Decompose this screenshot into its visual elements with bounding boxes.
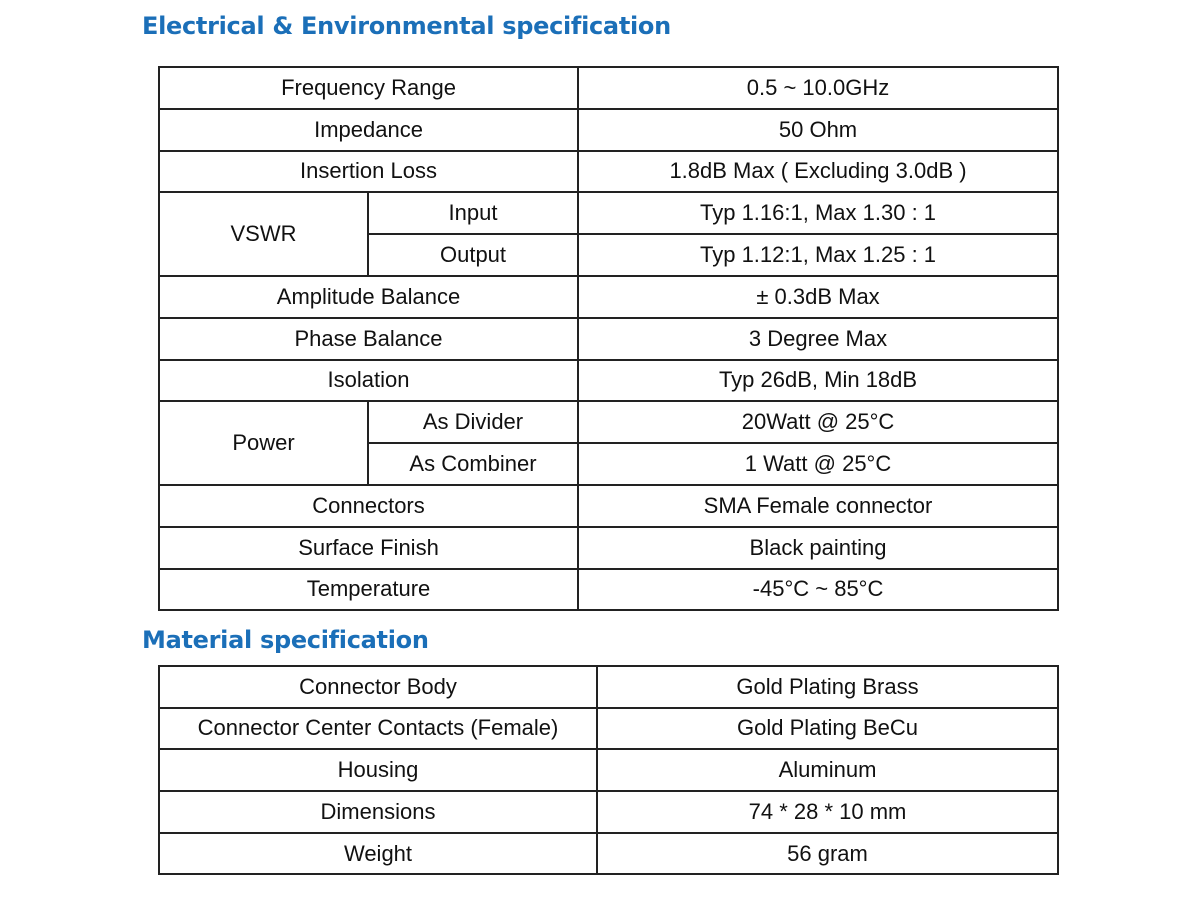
table-row xyxy=(159,276,1058,318)
param-value: Black painting xyxy=(578,527,1058,569)
table-row xyxy=(159,749,1058,791)
param-label: Dimensions xyxy=(159,791,597,833)
table-row xyxy=(159,527,1058,569)
param-value: Aluminum xyxy=(597,749,1058,791)
param-value: 1.8dB Max ( Excluding 3.0dB ) xyxy=(578,151,1058,193)
param-label: Frequency Range xyxy=(159,67,578,109)
param-value: 50 Ohm xyxy=(578,109,1058,151)
param-value: ± 0.3dB Max xyxy=(578,276,1058,318)
table-row xyxy=(159,151,1058,193)
table-row xyxy=(159,666,1058,708)
table-row xyxy=(159,318,1058,360)
param-value: SMA Female connector xyxy=(578,485,1058,527)
param-label: Insertion Loss xyxy=(159,151,578,193)
param-label: Phase Balance xyxy=(159,318,578,360)
group-label: Power xyxy=(159,401,368,485)
electrical-spec-table xyxy=(158,66,1059,611)
param-value: Typ 26dB, Min 18dB xyxy=(578,360,1058,402)
table-row xyxy=(159,569,1058,611)
material-spec-heading: Material specification xyxy=(142,626,429,654)
table-row xyxy=(159,360,1058,402)
table-row xyxy=(159,109,1058,151)
table-row xyxy=(159,67,1058,109)
table-row xyxy=(159,485,1058,527)
param-value: 74 * 28 * 10 mm xyxy=(597,791,1058,833)
param-value: 3 Degree Max xyxy=(578,318,1058,360)
param-label: Connector Center Contacts (Female) xyxy=(159,708,597,750)
group-label: VSWR xyxy=(159,192,368,276)
param-label: Impedance xyxy=(159,109,578,151)
table-row xyxy=(159,833,1058,875)
param-value: Typ 1.16:1, Max 1.30 : 1 xyxy=(578,192,1058,234)
param-value: 0.5 ~ 10.0GHz xyxy=(578,67,1058,109)
sub-param-label: Input xyxy=(368,192,578,234)
table-row xyxy=(159,791,1058,833)
param-label: Amplitude Balance xyxy=(159,276,578,318)
table-row xyxy=(159,401,1058,443)
param-label: Connector Body xyxy=(159,666,597,708)
table-row xyxy=(159,192,1058,234)
param-value: Gold Plating Brass xyxy=(597,666,1058,708)
param-value: 56 gram xyxy=(597,833,1058,875)
param-label: Temperature xyxy=(159,569,578,611)
param-value: 20Watt @ 25°C xyxy=(578,401,1058,443)
param-label: Housing xyxy=(159,749,597,791)
sub-param-label: Output xyxy=(368,234,578,276)
material-spec-table xyxy=(158,665,1059,875)
param-label: Surface Finish xyxy=(159,527,578,569)
param-value: 1 Watt @ 25°C xyxy=(578,443,1058,485)
param-label: Weight xyxy=(159,833,597,875)
sub-param-label: As Divider xyxy=(368,401,578,443)
param-label: Connectors xyxy=(159,485,578,527)
sub-param-label: As Combiner xyxy=(368,443,578,485)
param-value: Typ 1.12:1, Max 1.25 : 1 xyxy=(578,234,1058,276)
electrical-spec-heading: Electrical & Environmental specification xyxy=(142,12,671,40)
table-row xyxy=(159,708,1058,750)
param-value: -45°C ~ 85°C xyxy=(578,569,1058,611)
param-label: Isolation xyxy=(159,360,578,402)
param-value: Gold Plating BeCu xyxy=(597,708,1058,750)
